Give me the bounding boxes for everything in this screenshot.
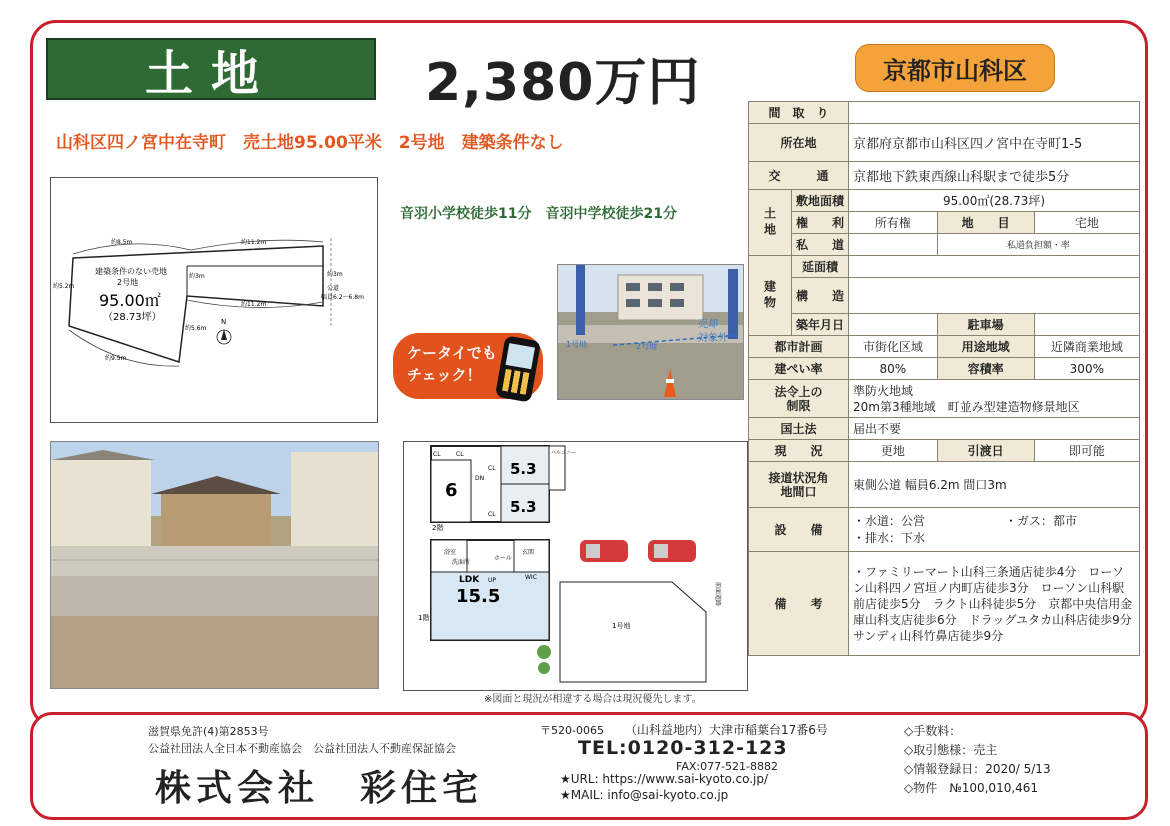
spec-city-plan-label: 都市計画 — [749, 336, 849, 358]
spec-status-label: 現 況 — [749, 440, 849, 462]
room-bed3: 5.3 — [510, 498, 537, 516]
spec-status-value: 更地 — [849, 440, 938, 462]
price: 2,380万円 — [425, 53, 701, 113]
dim-left: 約5.2m — [53, 283, 75, 290]
schools-info: 音羽小学校徒歩11分 音羽中学校徒歩21分 — [400, 206, 677, 222]
property-spec-table — [748, 101, 1144, 656]
stair-dn-label: DN — [475, 475, 485, 482]
closet-label-2: CL — [456, 451, 464, 458]
spec-chimoku-label: 地 目 — [937, 212, 1034, 234]
category-badge: 土地 — [46, 38, 376, 100]
spec-facility-gas: ・ガス：都市 — [1005, 513, 1078, 528]
balcony-label: バルコニー — [551, 450, 577, 456]
spec-far-value: 300% — [1034, 358, 1139, 380]
spec-road-label — [749, 462, 849, 508]
spec-facility-label: 設 備 — [749, 508, 849, 552]
spec-right-label: 権 利 — [792, 212, 849, 234]
spec-zone-value: 近隣商業地域 — [1034, 336, 1139, 358]
spec-floor-area-label: 延面積 — [792, 256, 849, 278]
ldk-label: LDK — [459, 575, 480, 585]
spec-road-label-2: 地間口 — [780, 484, 817, 499]
spec-kokudo-value: 届出不要 — [849, 418, 1140, 440]
hall-label: ホール — [494, 555, 512, 562]
postal-code: 〒520-0065 — [540, 724, 604, 737]
neighbor-lot-label: 1号地 — [612, 622, 631, 630]
road-label: 公道 — [327, 285, 340, 292]
spec-road-value: 東側公道 幅員6.2m 間口3m — [849, 462, 1140, 508]
room-bed1: 6 — [445, 480, 458, 501]
dim-mid-bottom: 約11.2m — [241, 301, 267, 308]
spec-madori-label: 間 取 り — [749, 102, 849, 124]
spec-structure-value — [849, 278, 1140, 314]
spec-zone-label: 用途地域 — [937, 336, 1034, 358]
spec-city-plan-value: 市街化区域 — [849, 336, 938, 358]
spec-law-value-2: 20m第3種地域 町並み型建造物修景地区 — [853, 399, 1080, 414]
transaction-mode: ◇取引態様：売主 — [904, 743, 998, 757]
spec-bcr-label: 建ぺい率 — [749, 358, 849, 380]
spec-address-label: 所在地 — [749, 124, 849, 162]
photo-label-lot1: 1号地 — [566, 340, 588, 349]
room-ldk: 15.5 — [456, 586, 501, 607]
north-label: N — [221, 318, 227, 326]
spec-facility-drain: ・排水：下水 — [853, 530, 926, 545]
spec-structure-label: 構 造 — [792, 278, 849, 314]
headline: 山科区四ノ宮中在寺町 売土地95.00平米 2号地 建築条件なし — [56, 133, 564, 153]
road-width: 幅員6.2～6.8m — [321, 294, 364, 301]
site-photo-street — [557, 264, 744, 400]
floor2-label: 2階 — [432, 524, 444, 532]
spec-site-area-value: 95.00㎡(28.73坪) — [849, 190, 1140, 212]
dim-slant: 約5.6m — [185, 325, 207, 332]
closet-label-4: CL — [488, 511, 496, 518]
lot-survey-diagram — [50, 177, 378, 423]
spec-law-label — [749, 380, 849, 418]
company-mail[interactable]: ★MAIL: info@sai-kyoto.co.jp — [560, 788, 729, 802]
spec-handover-value: 即可能 — [1034, 440, 1139, 462]
spec-land-section: 土地 — [749, 190, 792, 256]
spec-far-label: 容積率 — [937, 358, 1034, 380]
spec-parking-label: 駐車場 — [937, 314, 1034, 336]
associations: 公益社団法人全日本不動産協会 公益社団法人不動産保証協会 — [148, 742, 456, 755]
spec-site-area-label: 敷地面積 — [792, 190, 849, 212]
front-road-label: 前面道路 — [714, 582, 721, 607]
spec-law-label-2: 制限 — [786, 398, 811, 413]
closet-label-1: CL — [433, 451, 441, 458]
spec-bldg-section: 建物 — [749, 256, 792, 336]
spec-facility-value — [849, 508, 1140, 552]
closet-label-3: CL — [488, 465, 496, 472]
disclaimer-note: ※図面と現況が相違する場合は現況優先します。 — [484, 694, 702, 705]
callout-line1: ケータイでも — [407, 344, 497, 362]
license-number: 滋賀県免許(4)第2853号 — [148, 725, 269, 738]
spec-built-label: 築年月日 — [792, 314, 849, 336]
spec-chimoku-value: 宅地 — [1034, 212, 1139, 234]
spec-traffic-value: 京都地下鉄東西線山科駅まで徒歩5分 — [849, 162, 1140, 190]
spec-kokudo-label: 国土法 — [749, 418, 849, 440]
spec-built-value — [849, 314, 938, 336]
spec-law-value — [849, 380, 1140, 418]
spec-parking-value — [1034, 314, 1139, 336]
spec-right-value: 所有権 — [849, 212, 938, 234]
dim-top-right: 約11.2m — [241, 239, 267, 246]
lot-area: 95.00㎡ — [99, 291, 161, 310]
floor-plan — [403, 441, 748, 691]
registration-date: ◇情報登録日：2020/ 5/13 — [904, 762, 1051, 776]
fee-info: ◇手数料： — [904, 724, 962, 738]
photo-label-sold2: 対象外 — [698, 333, 728, 344]
spec-madori-value — [849, 102, 1140, 124]
spec-private-road-note: 私道負担額・率 — [937, 234, 1139, 256]
photo-label-lot2: 2号地 — [636, 342, 658, 351]
bath-label: 浴室 — [444, 549, 457, 556]
company-tel[interactable]: TEL:0120-312-123 — [578, 737, 788, 759]
wash-label: 洗面所 — [452, 559, 471, 566]
stair-up-label: UP — [488, 577, 497, 584]
spec-bcr-value: 80% — [849, 358, 938, 380]
callout-line2: チェック！ — [407, 366, 482, 384]
spec-remarks-label: 備 考 — [749, 552, 849, 656]
spec-road-label-1: 接道状況角 — [768, 470, 829, 485]
entrance-label: 玄関 — [522, 549, 535, 556]
floor1-label: 1階 — [418, 614, 430, 622]
company-fax: FAX:077-521-8882 — [676, 760, 779, 773]
dim-top-left: 約8.5m — [111, 239, 133, 246]
company-url[interactable]: ★URL: https://www.sai-kyoto.co.jp/ — [560, 772, 769, 786]
company-name: 株式会社 彩住宅 — [155, 767, 484, 809]
spec-private-road-label: 私 道 — [792, 234, 849, 256]
dim-bottom-left: 約9.5m — [105, 355, 127, 362]
dim-right: 約3m — [327, 271, 343, 278]
photo-label-sold1: 売却 — [698, 319, 718, 330]
spec-law-value-1: 準防火地域 — [853, 383, 914, 398]
dim-mid: 約3m — [189, 273, 205, 280]
lot-label-2: 2号地 — [117, 278, 139, 287]
room-bed2: 5.3 — [510, 460, 537, 478]
spec-handover-label: 引渡日 — [937, 440, 1034, 462]
spec-remarks-value: ・ファミリーマート山科三条通店徒歩4分 ローソン山科四ノ宮垣ノ内町店徒歩3分 ローソン山科駅前店徒歩5分 ラクト山科徒歩5分 京都中央信用金庫山科支店徒歩6分 ドラッグユタカ山科店徒歩9分 サンディ山科竹鼻店徒歩9分 — [849, 552, 1140, 656]
lot-label-1: 建築条件のない売地 — [95, 267, 167, 276]
lot-area-tsubo: （28.73坪） — [103, 312, 162, 323]
spec-floor-area-value — [849, 256, 1140, 278]
spec-address-value: 京都府京都市山科区四ノ宮中在寺町1-5 — [849, 124, 1140, 162]
site-photo-lot — [50, 441, 379, 689]
wic-label: WIC — [525, 574, 537, 581]
area-badge: 京都市山科区 — [855, 44, 1055, 92]
spec-traffic-label: 交 通 — [749, 162, 849, 190]
spec-facility-water: ・水道：公営 — [853, 513, 926, 528]
company-address: （山科益地内）大津市稲葉台17番6号 — [625, 723, 828, 737]
spec-law-label-1: 法令上の — [774, 384, 823, 399]
property-number: ◇物件 №100,010,461 — [904, 781, 1039, 795]
spec-private-road-value — [849, 234, 938, 256]
